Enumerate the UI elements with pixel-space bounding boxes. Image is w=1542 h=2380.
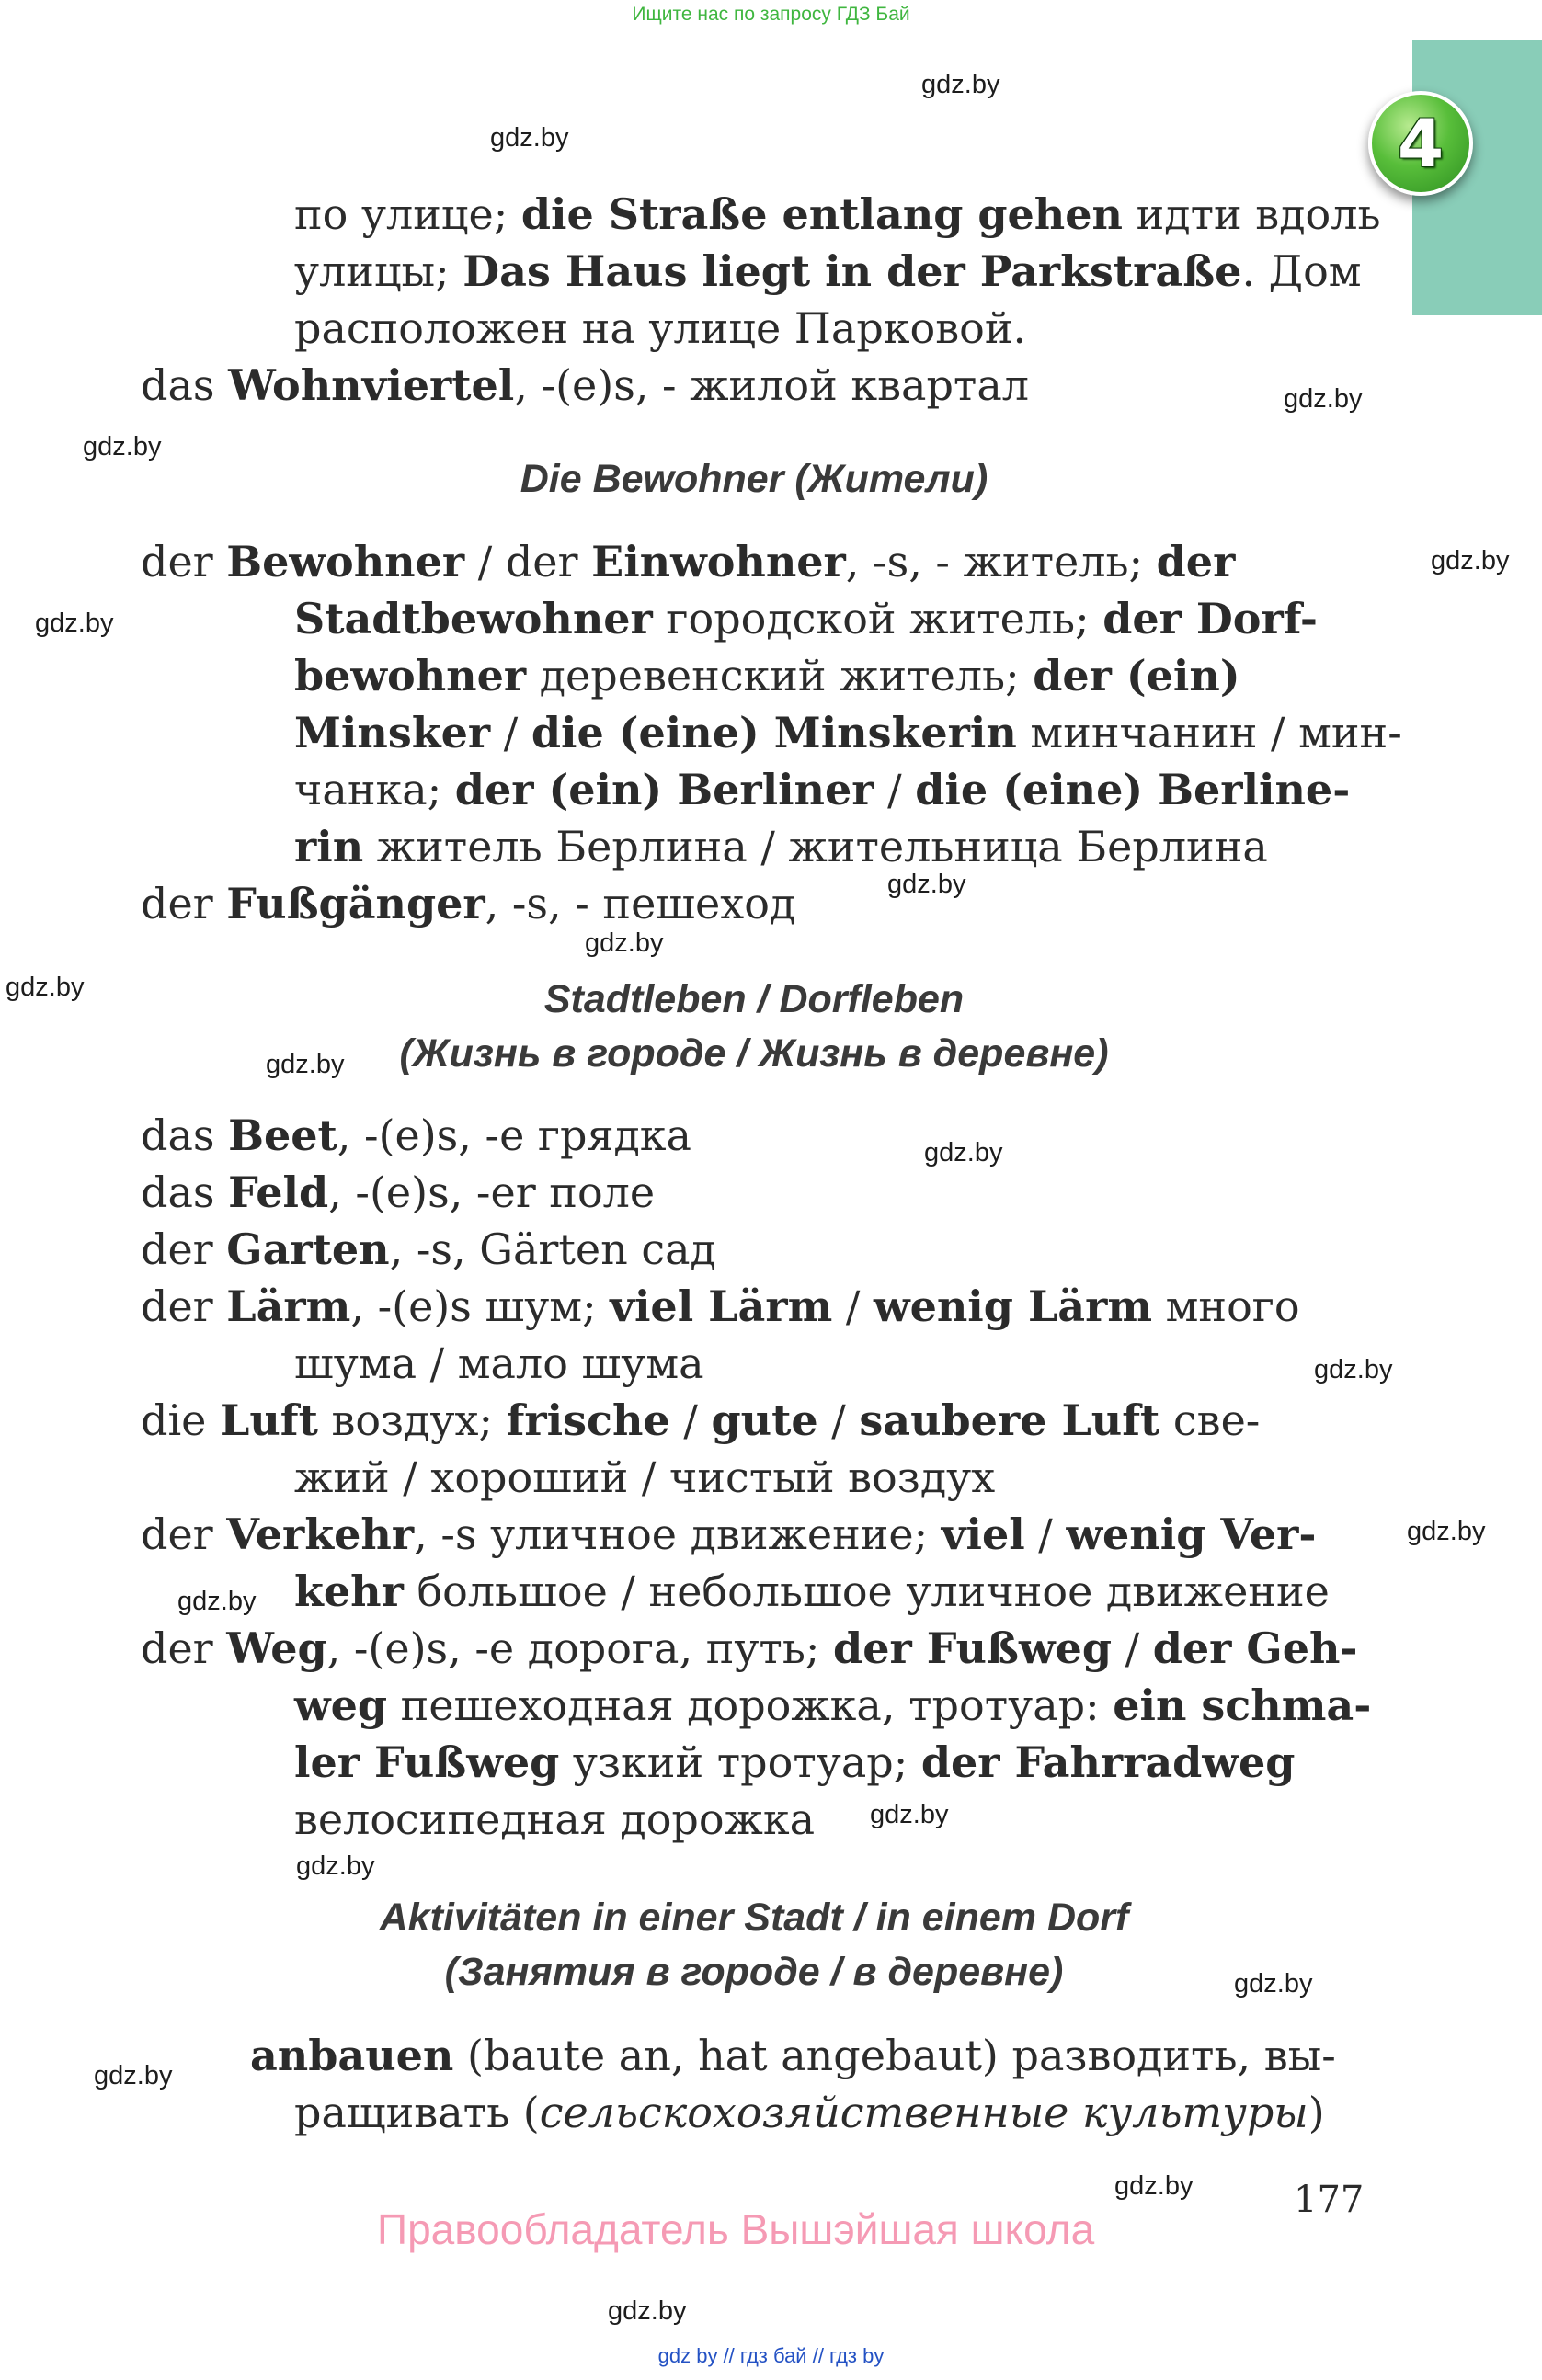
dict-entry: das Wohnviertel, -(e)s, - жилой квартал: [141, 360, 1030, 410]
section-subtitle: (Жизнь в городе / Жизнь в деревне): [399, 1031, 1109, 1076]
dict-line: по улице; die Straße entlang gehen идти вдоль: [294, 189, 1381, 239]
watermark: gdz.by: [1234, 1969, 1313, 1999]
dict-line: жий / хороший / чистый воздух: [294, 1452, 996, 1502]
watermark: gdz.by: [887, 870, 966, 899]
section-subtitle: (Занятия в городе / в деревне): [444, 1950, 1064, 1994]
dict-line: rin житель Берлина / жительница Берлина: [294, 822, 1268, 871]
dict-entry: der Garten, -s, Gärten сад: [141, 1224, 716, 1274]
dict-entry: anbauen (baute an, hat angebaut) разводить, вы-: [250, 2031, 1336, 2080]
dict-entry: die Luft воздух; frische / gute / saubere Luft све-: [141, 1395, 1261, 1445]
watermark: gdz.by: [1431, 546, 1510, 575]
chapter-badge: 4: [1368, 91, 1473, 196]
watermark: gdz.by: [177, 1587, 257, 1616]
copyright-note: Правообладатель Вышэйшая школа: [377, 2205, 1095, 2253]
dict-line: Stadtbewohner городской житель; der Dorf-: [294, 594, 1318, 643]
section-title: Aktivitäten in einer Stadt / in einem Dorf: [379, 1896, 1129, 1940]
watermark: gdz.by: [924, 1138, 1003, 1167]
dict-entry: der Bewohner / der Einwohner, -s, - житель; der: [141, 537, 1236, 586]
dict-line: bewohner деревенский житель; der (ein): [294, 651, 1240, 700]
dict-line: kehr большое / небольшое уличное движение: [294, 1566, 1330, 1616]
dict-entry: das Beet, -(e)s, -e грядка: [141, 1110, 691, 1160]
dict-line: weg пешеходная дорожка, тротуар: ein schma-: [294, 1680, 1372, 1730]
dict-entry: der Verkehr, -s уличное движение; viel / wenig Ver-: [141, 1509, 1317, 1559]
watermark: gdz.by: [83, 432, 162, 461]
dict-line: улицы; Das Haus liegt in der Parkstraße. Дом: [294, 246, 1362, 296]
section-title: Die Bewohner (Жители): [520, 457, 988, 501]
dict-line: расположен на улице Парковой.: [294, 303, 1027, 353]
watermark: gdz.by: [1114, 2171, 1194, 2201]
watermark: gdz.by: [490, 123, 569, 153]
dict-line: Minsker / die (eine) Minskerin минчанин / мин-: [294, 708, 1402, 757]
watermark: gdz.by: [921, 70, 1000, 99]
dict-line: ращивать (сельскохозяйственные культуры): [294, 2088, 1325, 2137]
watermark: gdz.by: [1314, 1355, 1393, 1384]
dict-line: велосипедная дорожка: [294, 1794, 816, 1844]
watermark: gdz.by: [296, 1851, 375, 1881]
watermark: gdz.by: [6, 973, 85, 1002]
dict-entry: der Lärm, -(e)s шум; viel Lärm / wenig Lärm много: [141, 1281, 1300, 1331]
watermark: gdz.by: [608, 2296, 687, 2326]
dict-entry: der Fußgänger, -s, - пешеход: [141, 879, 796, 928]
watermark: gdz.by: [1407, 1517, 1486, 1546]
top-note: Ищите нас по запросу ГДЗ Бай: [632, 4, 910, 25]
watermark: gdz.by: [94, 2061, 173, 2090]
watermark: gdz.by: [266, 1050, 345, 1079]
page-number: 177: [1294, 2179, 1365, 2221]
watermark: gdz.by: [870, 1800, 949, 1829]
dict-line: шума / мало шума: [294, 1338, 704, 1388]
watermark: gdz.by: [35, 609, 114, 638]
watermark: gdz.by: [585, 928, 664, 958]
section-title: Stadtleben / Dorfleben: [543, 977, 965, 1021]
dict-line: чанка; der (ein) Berliner / die (eine) Berline-: [294, 765, 1351, 814]
dict-entry: der Weg, -(e)s, -e дорога, путь; der Fußweg / der Geh-: [141, 1623, 1358, 1673]
bottom-note: gdz by // гдз бай // гдз by: [657, 2344, 885, 2367]
dict-line: ler Fußweg узкий тротуар; der Fahrradweg: [294, 1737, 1296, 1787]
dict-entry: das Feld, -(e)s, -er поле: [141, 1167, 656, 1217]
watermark: gdz.by: [1284, 384, 1363, 414]
